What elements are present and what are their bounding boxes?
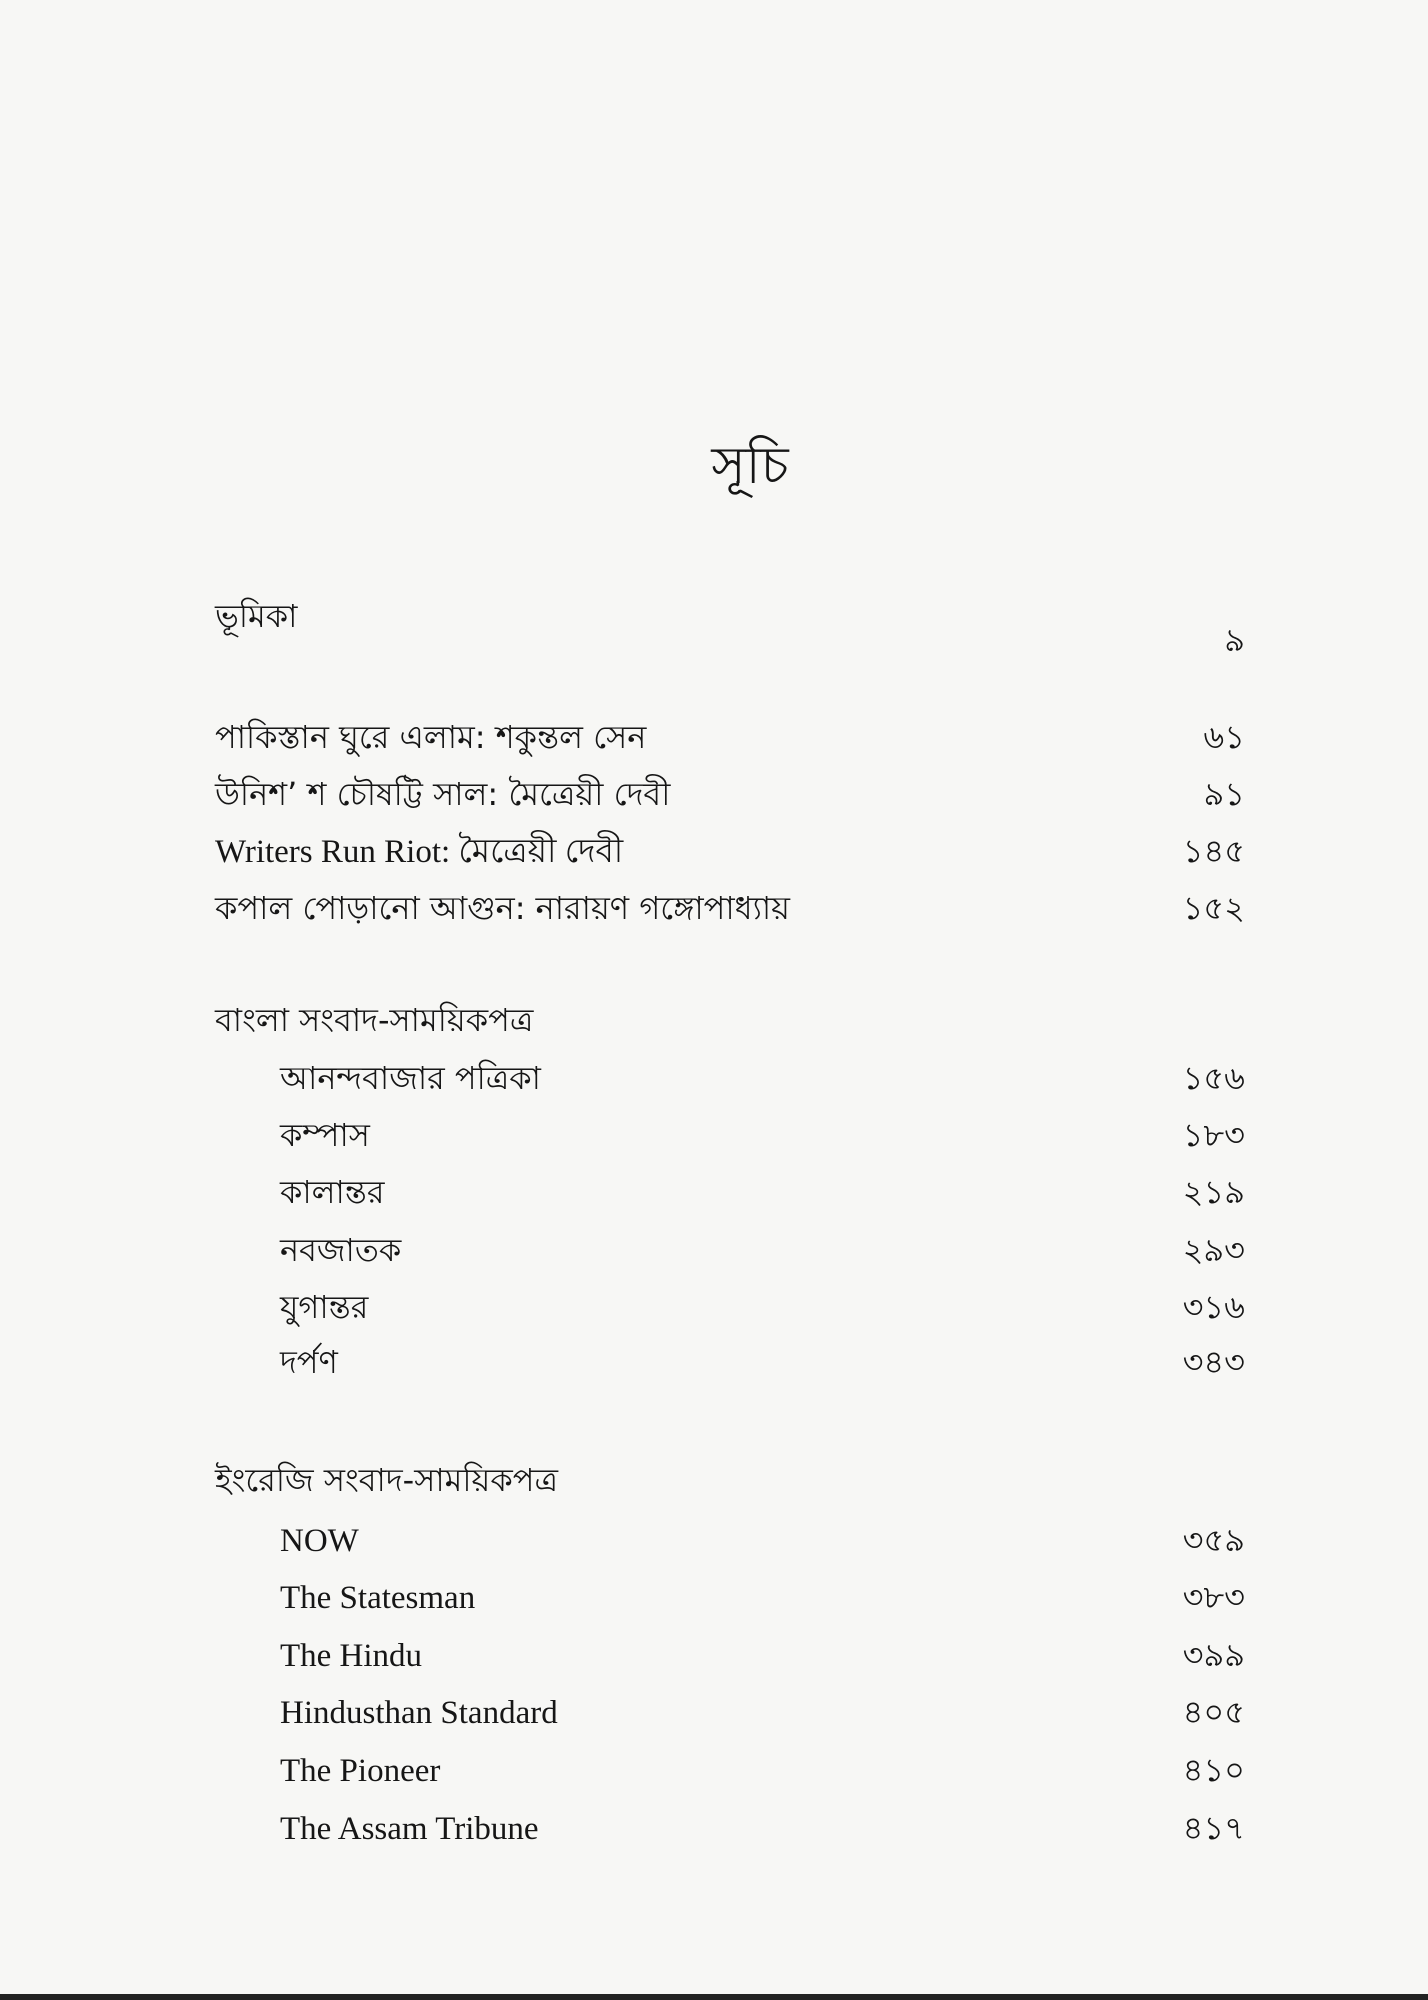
toc-entry[interactable] — [280, 1573, 1245, 1621]
entry-label: The Assam Tribune — [280, 1811, 539, 1847]
entry-page: ১৫২ — [1182, 889, 1245, 927]
toc-entry[interactable] — [215, 827, 1245, 875]
entry-label: নবজাতক — [280, 1231, 402, 1269]
entry-page: ৩৪৩ — [1182, 1343, 1245, 1381]
entry-page: ৩৫৯ — [1182, 1521, 1245, 1559]
entry-page: ১৪৫ — [1182, 832, 1245, 870]
toc-entry[interactable] — [215, 770, 1245, 818]
entry-page: ৪০৫ — [1182, 1693, 1245, 1731]
toc-entry[interactable] — [280, 1111, 1245, 1159]
entry-label: কালান্তর — [280, 1173, 385, 1211]
toc-entry-intro[interactable] — [215, 592, 1245, 659]
entry-page: ৩১৬ — [1182, 1288, 1245, 1326]
entry-label: পাকিস্তান ঘুরে এলাম: শকুন্তল সেন — [215, 718, 647, 756]
entry-page: ৩৮৩ — [1182, 1578, 1245, 1616]
toc-entry[interactable] — [215, 713, 1245, 761]
toc-entry[interactable] — [280, 1338, 1245, 1386]
entry-page: ১৮৩ — [1182, 1116, 1245, 1154]
entry-page: ২৯৩ — [1182, 1231, 1245, 1269]
toc-entry[interactable] — [280, 1688, 1245, 1736]
entry-page: ৪১৭ — [1182, 1809, 1245, 1847]
entry-label: কপাল পোড়ানো আগুন: নারায়ণ গঙ্গোপাধ্যায় — [215, 889, 790, 927]
entry-label: দর্পণ — [280, 1343, 338, 1381]
toc-entry[interactable] — [280, 1226, 1245, 1274]
entry-label: কম্পাস — [280, 1116, 370, 1154]
toc-entry[interactable] — [215, 884, 1245, 932]
toc-entry[interactable] — [280, 1804, 1245, 1852]
page-title: সূচি — [711, 436, 789, 496]
toc-entry[interactable] — [280, 1054, 1245, 1102]
entry-label: The Hindu — [280, 1638, 423, 1674]
section-heading-english: ইংরেজি সংবাদ-সাময়িকপত্র — [215, 1461, 559, 1499]
entry-page: ৩৯৯ — [1182, 1636, 1245, 1674]
section-heading-bengali: বাংলা সংবাদ-সাময়িকপত্র — [215, 1001, 534, 1039]
entry-page: ১৫৬ — [1182, 1059, 1245, 1097]
entry-label: The Pioneer — [280, 1753, 441, 1789]
entry-label: যুগান্তর — [280, 1288, 369, 1326]
entry-page: ২১৯ — [1182, 1173, 1245, 1211]
toc-entry[interactable] — [280, 1283, 1245, 1331]
toc-entry[interactable] — [280, 1168, 1245, 1216]
entry-label: উনিশ’ শ চৌষট্টি সাল: মৈত্রেয়ী দেবী — [215, 775, 671, 813]
toc-entry[interactable] — [280, 1516, 1245, 1564]
entry-label: ভূমিকা — [215, 597, 298, 635]
toc-entry[interactable] — [280, 1631, 1245, 1679]
entry-page: ৯১ — [1203, 775, 1245, 813]
entry-label: আনন্দবাজার পত্রিকা — [280, 1059, 541, 1097]
scan-edge — [0, 1994, 1428, 2000]
entry-page: ৬১ — [1203, 718, 1245, 756]
entry-label: NOW — [280, 1523, 359, 1559]
entry-page: ৪১০ — [1182, 1751, 1245, 1789]
entry-label: Hindusthan Standard — [280, 1695, 558, 1731]
toc-entry[interactable] — [280, 1746, 1245, 1794]
entry-label: The Statesman — [280, 1580, 476, 1616]
entry-page: ৯ — [1224, 621, 1245, 659]
entry-label: Writers Run Riot: মৈত্রেয়ী দেবী — [215, 834, 624, 870]
